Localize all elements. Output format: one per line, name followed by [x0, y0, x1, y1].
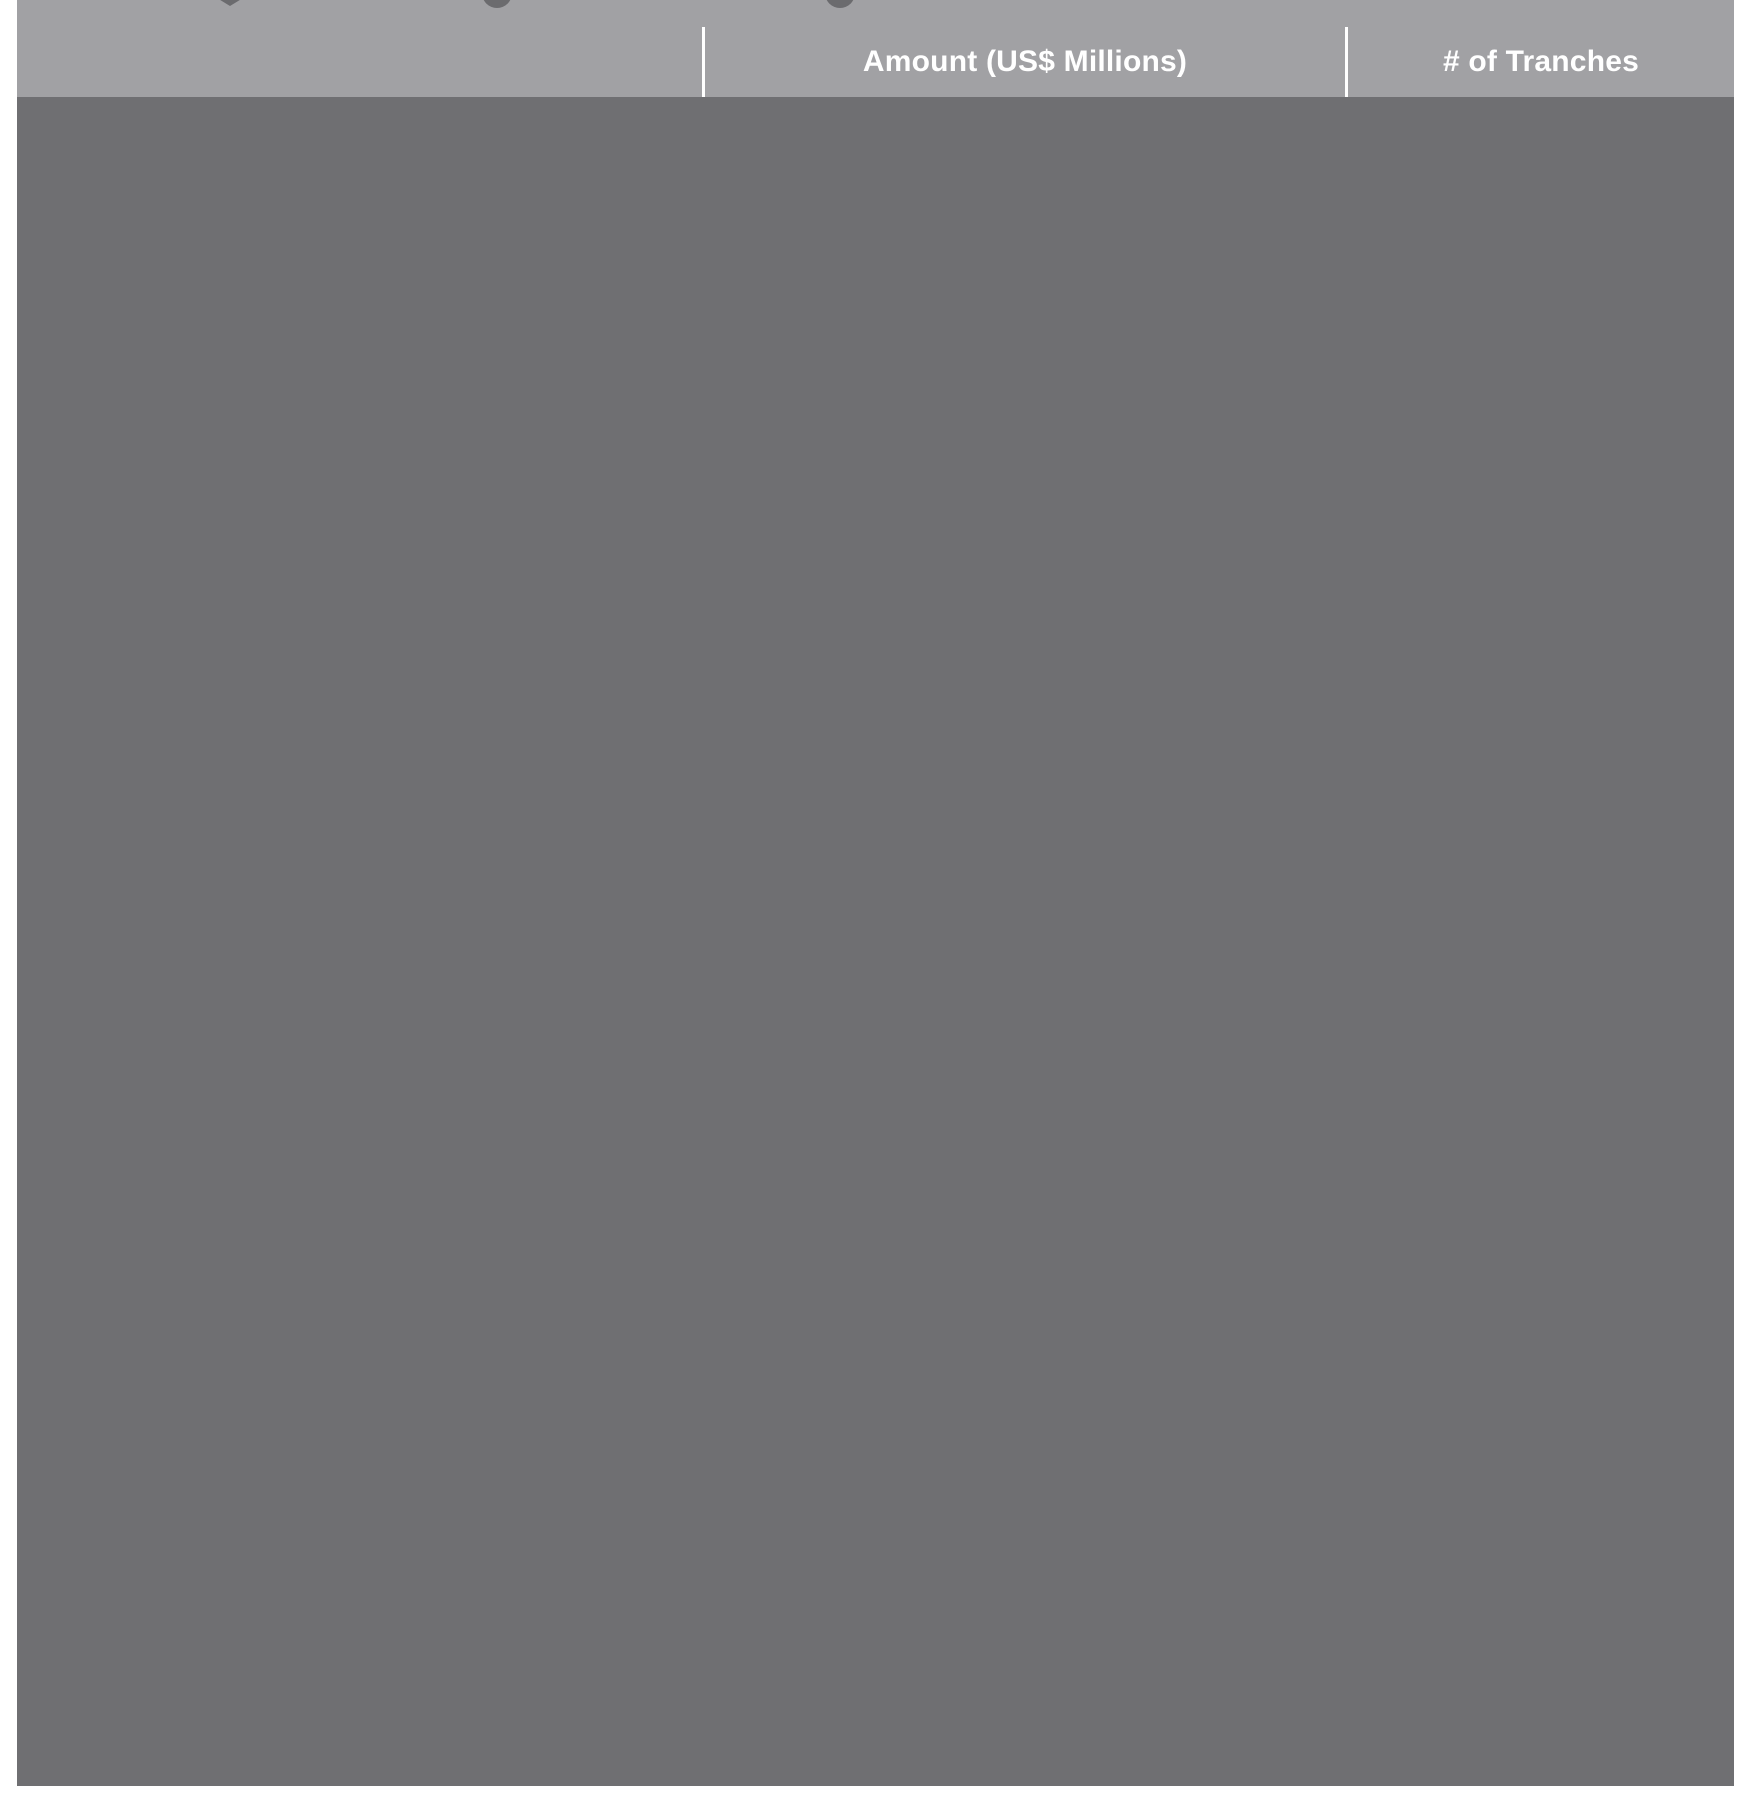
table-header-row: [17, 0, 1734, 97]
column-header-blank: [17, 0, 702, 97]
triangle-down-icon: [212, 0, 248, 6]
column-header-amount: Amount (US$ Millions): [862, 45, 1188, 78]
table: [17, 0, 1734, 1786]
column-header-tranches: # of Tranches: [1442, 45, 1639, 78]
table-body-redacted: [17, 97, 1734, 1786]
